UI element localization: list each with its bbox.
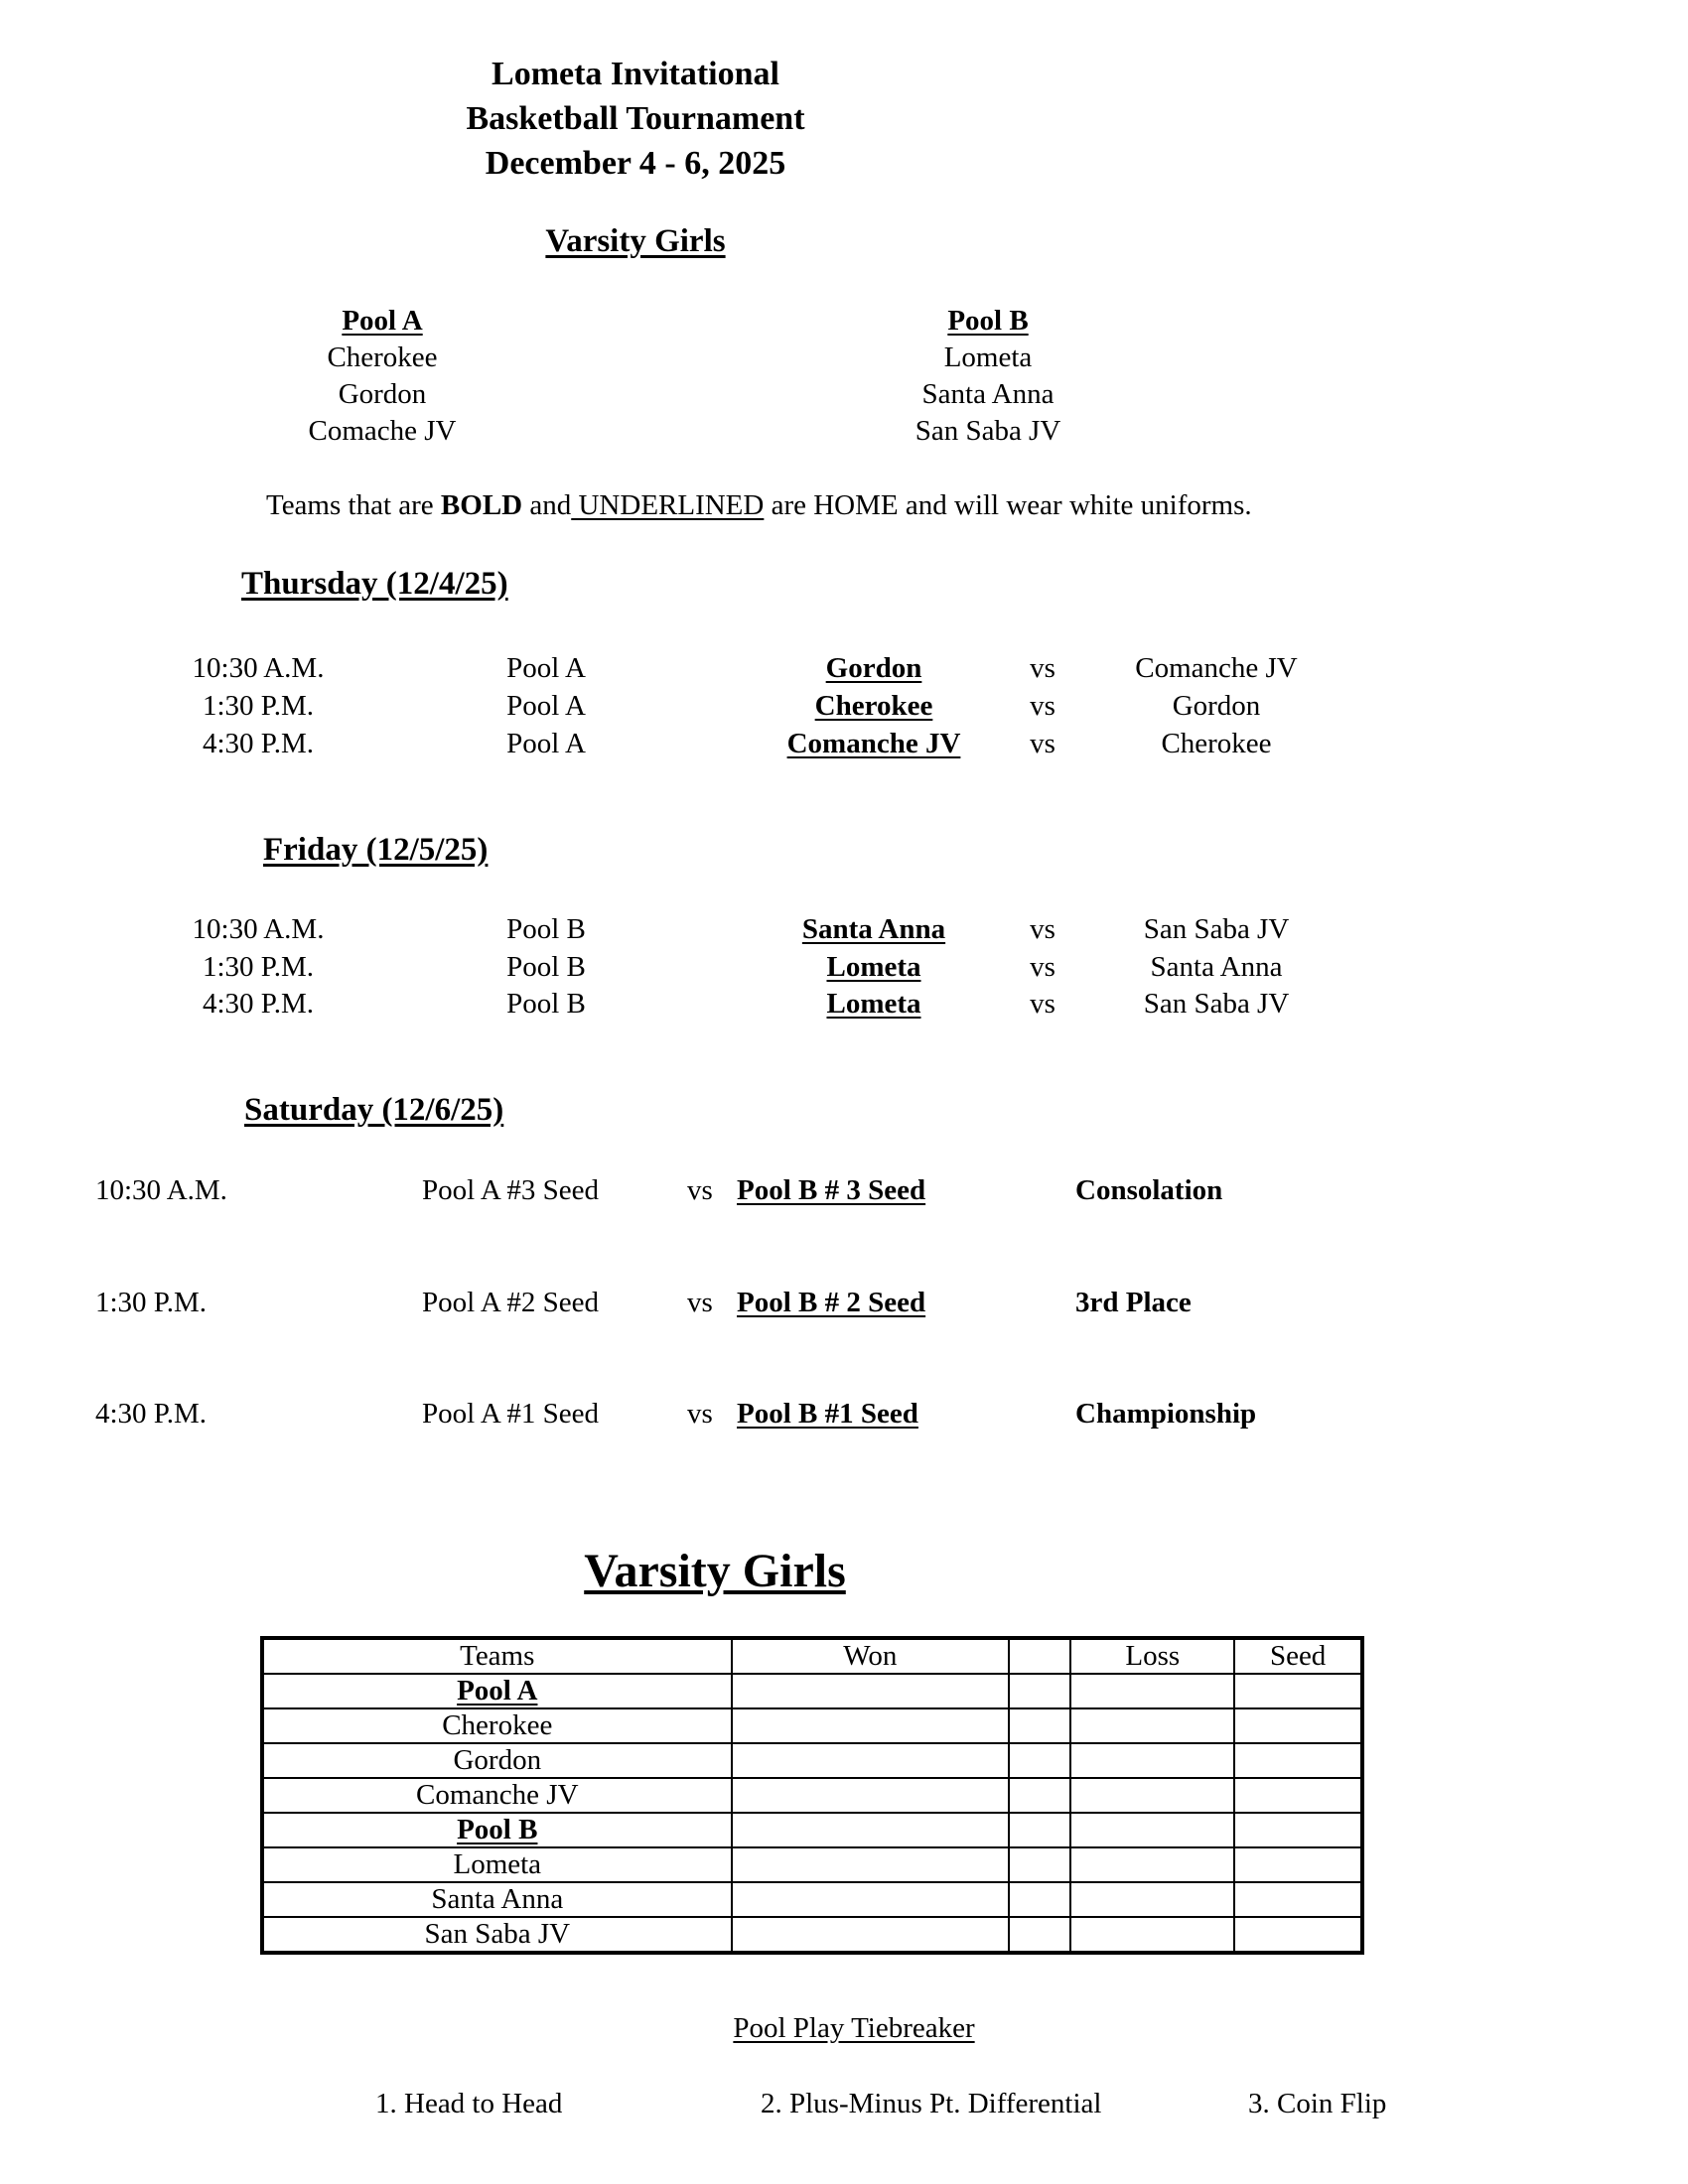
loss-cell [1070,1882,1234,1917]
header-teams: Teams [262,1638,732,1674]
game-time: 4:30 P.M. [95,1398,208,1430]
game-time: 1:30 P.M. [202,951,314,983]
friday-heading: Friday (12/5/25) [263,832,489,868]
loss-cell [1070,1674,1234,1708]
away-team: Santa Anna [1150,951,1283,983]
header-seed: Seed [1234,1638,1362,1674]
table-row [262,1708,1362,1743]
game-pool: Pool A [506,652,586,684]
home-team: Gordon [825,652,922,684]
won-cell [732,1674,1010,1708]
legend-bold-word: BOLD [440,489,523,521]
away-team: San Saba JV [1143,988,1290,1020]
won-cell [732,1743,1010,1778]
vs-label: vs [687,1287,713,1318]
pool-a-team: Gordon [338,378,427,410]
pool-a-label: Pool A [342,305,423,337]
tiebreaker-item: 1. Head to Head [375,2088,563,2119]
legend-text: Teams that are [266,489,441,521]
table-row [262,1882,1362,1917]
pool-b-team: Santa Anna [921,378,1055,410]
standings-table [260,1636,1364,1955]
legend-underlined-word: UNDERLINED [571,489,765,521]
pool-b-label: Pool B [947,305,1029,337]
won-cell [732,1813,1010,1847]
home-team: Lometa [826,951,921,983]
game-type: Consolation [1075,1174,1223,1206]
legend-text: are HOME and will wear white uniforms. [764,489,1252,521]
vs-label: vs [1030,913,1055,945]
loss-cell [1070,1743,1234,1778]
blank-cell [1009,1917,1070,1953]
team-name: Lometa [262,1847,732,1882]
team-name: San Saba JV [262,1917,732,1953]
vs-label: vs [1030,652,1055,684]
game-type: 3rd Place [1075,1287,1192,1318]
away-team: San Saba JV [1143,913,1290,945]
standings-title: Varsity Girls [584,1545,846,1597]
home-seed: Pool B # 3 Seed [737,1174,926,1206]
header-won: Won [732,1638,1010,1674]
game-time: 10:30 A.M. [192,652,325,684]
tournament-dates: December 4 - 6, 2025 [485,145,786,182]
home-seed: Pool B # 2 Seed [737,1287,926,1318]
team-name: Comanche JV [262,1778,732,1813]
vs-label: vs [1030,951,1055,983]
seed-cell [1234,1882,1362,1917]
home-team: Santa Anna [801,913,946,945]
away-team: Comanche JV [1135,652,1298,684]
standings-header-row [262,1638,1362,1674]
seed-cell [1234,1847,1362,1882]
tournament-subtitle: Basketball Tournament [466,100,805,137]
saturday-heading: Saturday (12/6/25) [244,1092,504,1128]
table-row [262,1847,1362,1882]
seed-cell [1234,1917,1362,1953]
won-cell [732,1917,1010,1953]
seed-cell [1234,1674,1362,1708]
pool-b-group-label: Pool B [262,1813,732,1847]
home-team-legend [266,489,1252,522]
won-cell [732,1882,1010,1917]
team-name: Gordon [262,1743,732,1778]
tiebreaker-item: 3. Coin Flip [1248,2088,1387,2119]
won-cell [732,1847,1010,1882]
pool-b-team: Lometa [943,341,1033,373]
game-time: 4:30 P.M. [202,988,314,1020]
loss-cell [1070,1917,1234,1953]
home-team: Comanche JV [786,728,961,759]
loss-cell [1070,1708,1234,1743]
game-time: 10:30 A.M. [95,1174,227,1206]
vs-label: vs [1030,728,1055,759]
header-loss: Loss [1070,1638,1234,1674]
home-team: Lometa [826,988,921,1020]
away-team: Cherokee [1161,728,1272,759]
blank-cell [1009,1708,1070,1743]
pool-a-team: Cherokee [327,341,438,373]
won-cell [732,1708,1010,1743]
game-time: 1:30 P.M. [95,1287,208,1318]
home-team: Cherokee [814,690,933,722]
blank-cell [1009,1847,1070,1882]
team-name: Santa Anna [262,1882,732,1917]
vs-label: vs [1030,690,1055,722]
blank-cell [1009,1813,1070,1847]
pool-b-team: San Saba JV [914,415,1061,447]
game-type: Championship [1075,1398,1257,1430]
away-team: Gordon [1172,690,1261,722]
thursday-heading: Thursday (12/4/25) [241,566,508,602]
pool-a-team: Comache JV [308,415,457,447]
won-cell [732,1778,1010,1813]
tournament-name: Lometa Invitational [492,56,779,92]
seed-cell [1234,1708,1362,1743]
game-time: 4:30 P.M. [202,728,314,759]
away-seed: Pool A #2 Seed [422,1287,600,1318]
tiebreaker-item: 2. Plus-Minus Pt. Differential [761,2088,1102,2119]
legend-text: and [522,489,572,521]
blank-cell [1009,1743,1070,1778]
table-row [262,1674,1362,1708]
pool-a-group-label: Pool A [262,1674,732,1708]
header-blank [1009,1638,1070,1674]
seed-cell [1234,1743,1362,1778]
away-seed: Pool A #3 Seed [422,1174,600,1206]
game-time: 1:30 P.M. [202,690,314,722]
game-pool: Pool B [506,913,586,945]
vs-label: vs [687,1174,713,1206]
seed-cell [1234,1813,1362,1847]
table-row [262,1778,1362,1813]
game-pool: Pool A [506,690,586,722]
game-pool: Pool A [506,728,586,759]
seed-cell [1234,1778,1362,1813]
team-name: Cherokee [262,1708,732,1743]
blank-cell [1009,1674,1070,1708]
blank-cell [1009,1778,1070,1813]
loss-cell [1070,1813,1234,1847]
division-title: Varsity Girls [545,223,726,259]
tiebreaker-title: Pool Play Tiebreaker [733,2012,975,2044]
table-row [262,1917,1362,1953]
home-seed: Pool B #1 Seed [737,1398,918,1430]
loss-cell [1070,1778,1234,1813]
blank-cell [1009,1882,1070,1917]
vs-label: vs [687,1398,713,1430]
table-row [262,1743,1362,1778]
loss-cell [1070,1847,1234,1882]
away-seed: Pool A #1 Seed [422,1398,600,1430]
game-pool: Pool B [506,988,586,1020]
game-time: 10:30 A.M. [192,913,325,945]
game-pool: Pool B [506,951,586,983]
table-row [262,1813,1362,1847]
vs-label: vs [1030,988,1055,1020]
